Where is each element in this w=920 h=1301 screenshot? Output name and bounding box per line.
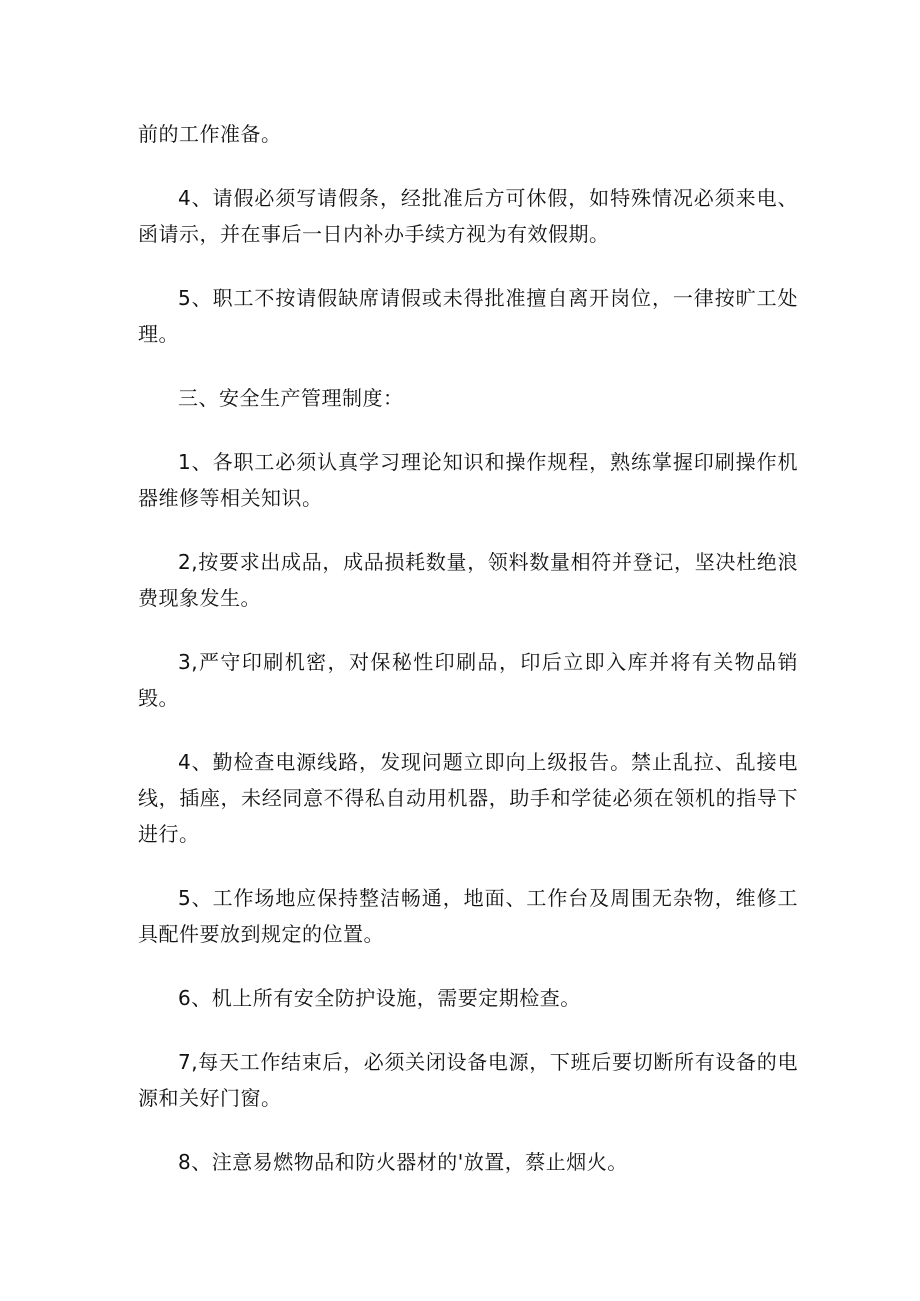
paragraph-safety-5: 5、工作场地应保持整洁畅通，地面、工作台及周围无杂物，维修工具配件要放到规定的位置。 <box>138 886 798 946</box>
paragraph-absence: 5、职工不按请假缺席请假或未得批准擅自离开岗位，一律按旷工处理。 <box>138 286 798 346</box>
paragraph-continuation: 前的工作准备。 <box>138 122 282 146</box>
paragraph-safety-1: 1、各职工必须认真学习理论知识和操作规程，熟练掌握印刷操作机器维修等相关知识。 <box>138 450 798 510</box>
paragraph-safety-2: 2,按要求出成品，成品损耗数量，领料数量相符并登记，坚决杜绝浪费现象发生。 <box>138 550 798 610</box>
paragraph-safety-6: 6、机上所有安全防护设施，需要定期检查。 <box>178 986 581 1010</box>
paragraph-safety-3: 3,严守印刷机密，对保秘性印刷品，印后立即入库并将有关物品销毁。 <box>138 650 798 710</box>
paragraph-safety-7: 7,每天工作结束后，必须关闭设备电源，下班后要切断所有设备的电源和关好门窗。 <box>138 1050 798 1110</box>
paragraph-safety-4: 4、勤检查电源线路，发现问题立即向上级报告。禁止乱拉、乱接电线，插座，未经同意不得私自动用机器，助手和学徒必须在领机的指导下进行。 <box>138 750 798 846</box>
paragraph-safety-8: 8、注意易燃物品和防火器材的'放置，蔡止烟火。 <box>178 1150 628 1174</box>
document-body <box>138 116 798 1180</box>
section-heading-safety: 三、安全生产管理制度： <box>178 386 404 410</box>
paragraph-leave-note: 4、请假必须写请假条，经批准后方可休假，如特殊情况必须来电、函请示，并在事后一日内补办手续方视为有效假期。 <box>138 186 798 246</box>
